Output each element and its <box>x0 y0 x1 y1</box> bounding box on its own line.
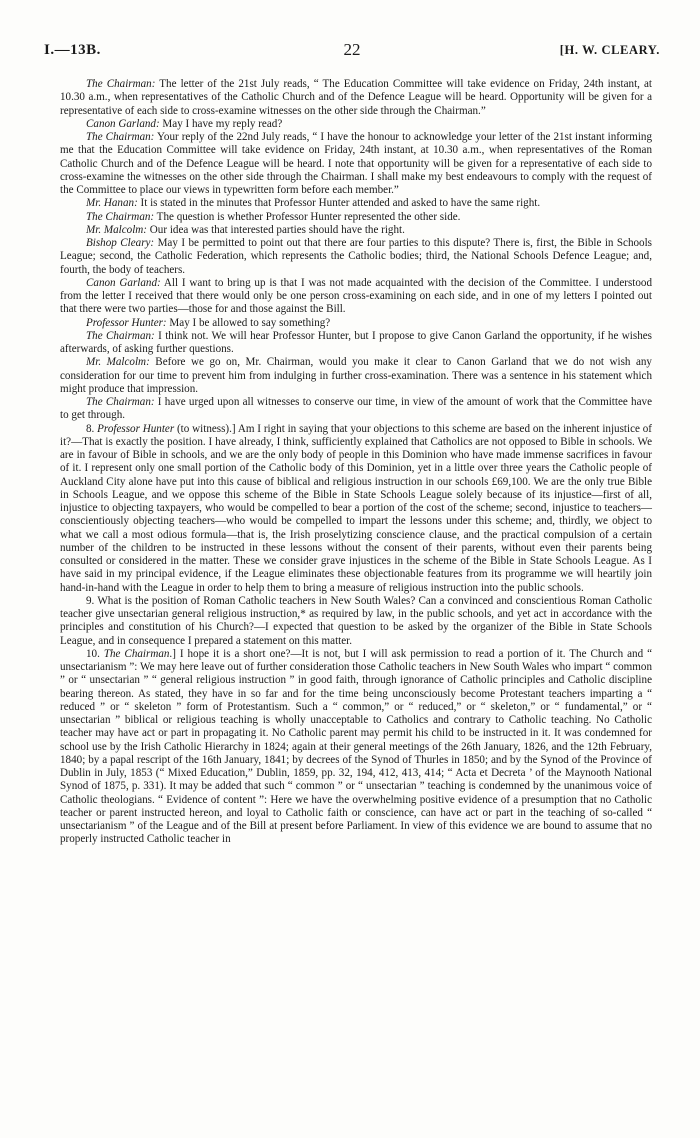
question-number: 8. <box>86 422 98 435</box>
speaker: Professor Hunter: <box>86 316 167 329</box>
speaker: The Chairman: <box>86 210 155 223</box>
paragraph-text: May I be allowed to say something? <box>166 316 331 329</box>
page-number: 22 <box>343 40 361 59</box>
speaker: The Chairman <box>103 647 170 660</box>
page-header <box>44 42 660 62</box>
question-paragraph <box>60 423 652 595</box>
paragraph <box>60 317 652 330</box>
paragraph-text: What is the position of Roman Catholic teachers in New South Wales? Can a convinced and conscientious Roman Catholic teacher give unsectarian general religious instruction,* as required by law, in the public schools, and yet act in accordance with the principles and constitution of his Church?—I expected that question to be asked by the organizer of the Bible in State Schools League, and in consequence I prepared a statement on this matter. <box>60 594 652 647</box>
paragraph <box>60 237 652 277</box>
speaker: The Chairman: <box>86 396 155 408</box>
paragraph-text: I have urged upon all witnesses to conserve our time, in view of the amount of work that the Committee have to get through. <box>60 396 652 422</box>
witness-name: [H. W. CLEARY. <box>559 43 660 57</box>
speaker: Mr. Malcolm: <box>86 356 150 369</box>
paragraph <box>60 356 652 396</box>
question-number: 10. <box>86 647 104 660</box>
paragraph-text: All I want to bring up is that I was not made acquainted with the decision of the Committee. I understood from the letter I received that there would only be one person cross-examining on each side, and in one of my letters I pointed out that there were two parties—those for and those against the Bill. <box>60 276 653 316</box>
paragraph <box>60 277 652 317</box>
paragraph <box>60 211 652 224</box>
paragraph-text: .] I hope it is a short one?—It is not, but I will ask permission to read a portion of it. The Church and “ unsectarianism ”: We may here leave out of further consideration those Catholic teachers in New South Wales who impart “ common ” or “ unsectarian ” “ general religious instruction ” in good faith, through ignorance of Catholic principles and Catholic discipline bearing thereon. As stated, they have in so far and for the time being unconsciously become Protestant teachers imparting a “ reduced ” or “ skeleton ” form of Protestantism. Such a “ common,” or “ reduced,” or “ skeleton,” or “ fundamental,” or “ unsectarian ” biblical or religious teaching is wholly unacceptable to Catholics and contrary to Catholic teaching. No Catholic teacher may have act or part in propagating it. No Catholic parent may permit his child to be instructed in it. It was condemned for school use by the Irish Catholic Hierarchy in 1824; again at their general meetings of the 26th January, 1826, and the 12th February, 1840; by a papal rescript of the 16th January, 1841; by decrees of the Synod of Thurles in 1850; and by the Synod of the Province of Dublin in July, 1853 (“ Mixed Education,” Dublin, 1859, pp. 32, 194, 412, 413, 414; “ Acta et Decreta ’ of the Maynooth National Synod of 1875, p. 331). It may be added that such “ common ” or “ unsectarian ” teaching is condemned by the unanimous voice of Catholic theologians. “ Evidence of content ”: Here we have the overwhelming positive evidence of a presumption that no Catholic teacher or parent instructed hereon, and loyal to Catholic faith or conscience, can have act or part in the teaching of so-called “ unsectarianism ” of the League and of the Bill at present before Parliament. In view of this evidence we are bound to assume that no properly instructed Catholic teacher in <box>60 647 652 846</box>
paragraph-text: I think not. We will hear Professor Hunter, but I propose to give Canon Garland the opportunity, if he wishes afterwards, of asking further questions. <box>60 329 652 355</box>
paragraph <box>60 224 652 237</box>
paragraph-text: Your reply of the 22nd July reads, “ I have the honour to acknowledge your letter of the 21st instant informing me that the Education Committee will take evidence on Friday, 24th instant, at 10.30 a.m., when representatives of the Roman Catholic Church and of the Defence League will be heard. I note that opportunity will be given for a representative of each side to cross-examine the witnesses on the other side through the Chairman. I shall make my best endeavours to comply with the request of the Committee to place our views in typewritten form before each member.” <box>60 131 652 196</box>
paragraph <box>60 118 652 131</box>
speaker: Canon Garland: <box>86 276 161 289</box>
question-paragraph <box>60 595 652 648</box>
speaker: Bishop Cleary: <box>86 237 155 249</box>
paragraph <box>60 396 652 423</box>
paragraph-text: The letter of the 21st July reads, “ The Education Committee will take evidence on Friday, 24th instant, at 10.30 a.m., when representatives of the Catholic Church and of the Defence League will be heard. Opportunity will be given for a representative of each side to cross-examine witnesses on the other side through the Chairman.” <box>60 78 652 117</box>
paragraph <box>60 330 652 357</box>
paragraph-text: May I have my reply read? <box>159 117 283 130</box>
speaker: Mr. Malcolm: <box>86 223 148 236</box>
paragraph-text: It is stated in the minutes that Professor Hunter attended and asked to have the same right. <box>137 197 541 210</box>
paragraph-text: Our idea was that interested parties should have the right. <box>147 223 405 236</box>
speaker: The Chairman: <box>86 131 155 143</box>
question-number: 9. <box>86 594 98 607</box>
speaker: The Chairman: <box>86 78 156 90</box>
paragraph <box>60 131 652 197</box>
paragraph-text: (to witness).] Am I right in saying that your objections to this scheme are based on the inherent injustice of it?—That is exactly the position. I have already, I think, sufficiently explained that Catholics are not opposed to Bible in schools. We are in favour of Bible in schools, and we are the only body of people in this Dominion who have made immense sacrifices in favour of it. I represent only one small portion of the Catholic body of this Dominion, yet in a little over three years the Catholic people of Auckland City alone have put into this cause of biblical and religious instruction in our schools £69,100. We are the only true Bible in Schools League, and we oppose this scheme of the Bible in State Schools League solely because of its injustice—first of all, injustice to objecting taxpayers, who would be compelled to bear a portion of the cost of the scheme; second, injustice to teachers—conscientiously objecting teachers—who would be compelled to impart the lessons under this scheme; and, thirdly, we object to what we call a most odious formula—that is, the Irish proselytizing conscience clause, and the practical compulsion of a certain number of the children to be instructed in these lessons without the consent of their parents, without even their parents being consulted or considered in the matter. These we consider grave injustices in the scheme of the Bible in State Schools League. As I have said in my principal evidence, if the League eliminates these objectionable features from its programme we will heartily join hand-in-hand with the League in order to help them to bring a measure of religious instruction into the public schools. <box>60 422 652 594</box>
paragraph-text: Before we go on, Mr. Chairman, would you make it clear to Canon Garland that we do not wish any consideration for our time to prevent him from indulging in further cross-examination. There was a sentence in his statement which might produce that impression. <box>60 356 652 395</box>
paper-reference: I.—13B. <box>44 42 101 58</box>
speaker: Mr. Hanan: <box>86 197 138 210</box>
body-text <box>60 78 652 847</box>
paragraph <box>60 78 652 118</box>
speaker: Professor Hunter <box>97 422 175 435</box>
paragraph <box>60 197 652 210</box>
question-paragraph <box>60 648 652 847</box>
speaker: The Chairman: <box>86 329 155 342</box>
paragraph-text: May I be permitted to point out that there are four parties to this dispute? There is, first, the Bible in Schools League; second, the Catholic Federation, which represents the Catholic bodies; third, the National Schools Defence League; and, fourth, the body of teachers. <box>60 237 653 276</box>
paragraph-text: The question is whether Professor Hunter represented the other side. <box>154 210 461 223</box>
speaker: Canon Garland: <box>86 117 160 130</box>
